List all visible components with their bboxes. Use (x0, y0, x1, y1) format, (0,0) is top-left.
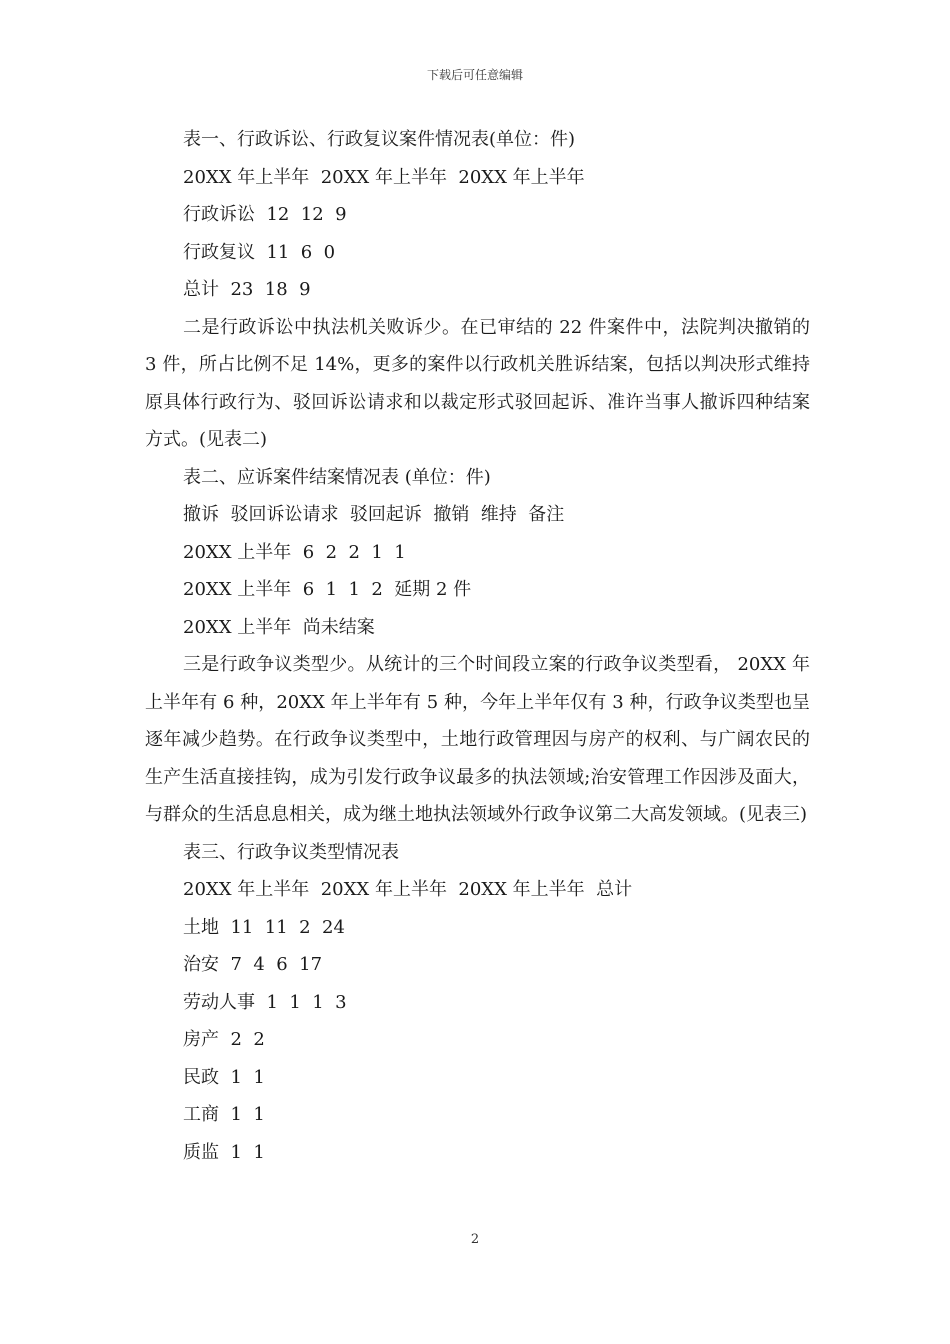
table2-header: 撤诉 驳回诉讼请求 驳回起诉 撤销 维持 备注 (183, 504, 565, 525)
table1-row: 总计 23 18 9 (183, 279, 311, 300)
table3-row: 质监 1 1 (183, 1141, 265, 1163)
page-header: 下载后可任意编辑 (426, 68, 523, 82)
table3-header: 20XX 年上半年 20XX 年上半年 20XX 年上半年 总计 (183, 879, 633, 900)
table1-header: 20XX 年上半年 20XX 年上半年 20XX 年上半年 (183, 166, 585, 188)
table3-row: 土地 11 11 2 24 (183, 916, 345, 938)
table3-row: 房产 2 2 (183, 1029, 265, 1050)
paragraph-lawsuit-outcome: 二是行政诉讼中执法机关败诉少。在已审结的 22 件案件中，法院判决撤销的 3 件，所占比例不足 14%，更多的案件以行政机关胜诉结案，包括以判决形式维持原具体行政行为、驳回诉讼请求和以裁定形式驳回起诉、准许当事人撤诉四种结案方式。(见表二) (145, 316, 810, 450)
table1-title: 表一、行政诉讼、行政复议案件情况表(单位：件) (183, 129, 576, 150)
table3-row: 劳动人事 1 1 1 3 (183, 991, 347, 1013)
table3-title: 表三、行政争议类型情况表 (183, 841, 399, 863)
document-body (145, 121, 810, 1171)
table2-title: 表二、应诉案件结案情况表 (单位：件) (183, 466, 491, 488)
table2-row: 20XX 上半年 6 1 1 2 延期 2 件 (183, 579, 472, 600)
table1-row: 行政诉讼 12 12 9 (183, 204, 347, 225)
table3-row: 工商 1 1 (183, 1104, 265, 1125)
table3-row: 治安 7 4 6 17 (183, 954, 323, 975)
table3-row: 民政 1 1 (183, 1066, 265, 1088)
page-number: 2 (470, 1232, 480, 1247)
table2-row: 20XX 上半年 6 2 2 1 1 (183, 541, 406, 563)
table2-row: 20XX 上半年 尚未结案 (183, 616, 375, 638)
paragraph-dispute-types: 三是行政争议类型少。从统计的三个时间段立案的行政争议类型看， 20XX 年上半年有 6 种，20XX 年上半年有 5 种，今年上半年仅有 3 种，行政争议类型也呈逐年减少趋势。在行政争议类型中，土地行政管理因与房产的权利、与广阔农民的生产生活直接挂钩，成为引发行政争议最多的执法领域;治安管理工作因涉及面大，与群众的生活息息相关，成为继土地执法领域外行政争议第二大高发领域。(见表三) (145, 654, 810, 825)
table1-row: 行政复议 11 6 0 (183, 241, 336, 263)
